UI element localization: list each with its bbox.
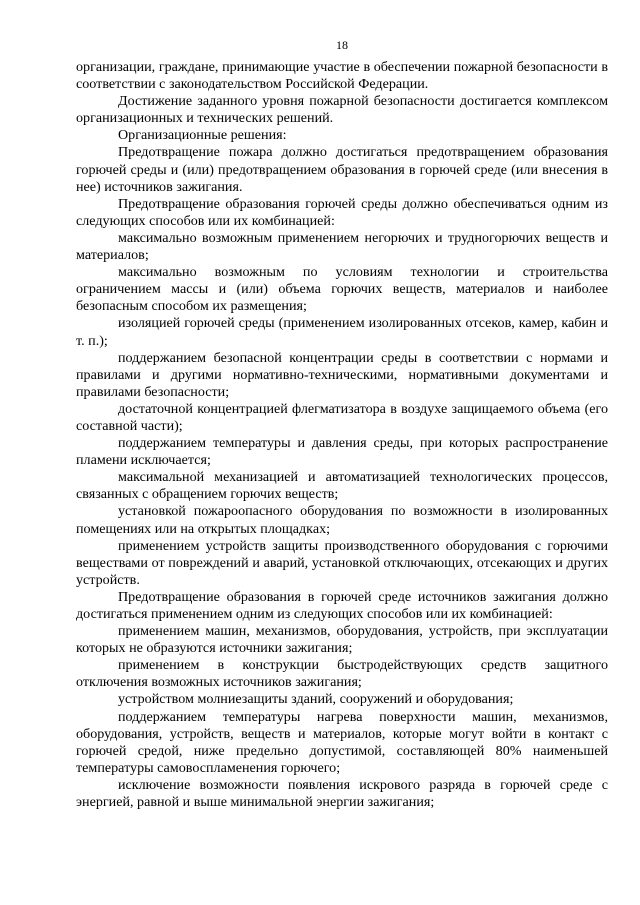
paragraph: применением в конструкции быстродействующих средств защитного отключения возможных источников зажигания;: [76, 657, 608, 691]
paragraph: поддержанием температуры нагрева поверхности машин, механизмов, оборудования, устройств, веществ и материалов, которые могут войти в контакт с горючей средой, ниже предельно допустимой, составляющей 80% наименьшей температуры самовоспламенения горючего;: [76, 708, 608, 776]
paragraph: максимально возможным применением негорючих и трудногорючих веществ и материалов;: [76, 229, 608, 264]
paragraph: поддержанием безопасной концентрации среды в соответствии с нормами и правилами и другими нормативно-техническими, нормативными документами и правилами безопасности;: [76, 349, 608, 400]
paragraph: Достижение заданного уровня пожарной безопасности достигается комплексом организационных и технических решений.: [76, 93, 608, 127]
paragraph: достаточной концентрацией флегматизатора в воздухе защищаемого объема (его составной части);: [76, 400, 608, 434]
paragraph: организации, граждане, принимающие участие в обеспечении пожарной безопасности в соответствии с законодательством Российской Федерации.: [76, 59, 608, 93]
paragraph: Предотвращение образования в горючей среде источников зажигания должно достигаться применением одним из следующих способов или их комбинацией:: [76, 588, 608, 622]
paragraph: Предотвращение образования горючей среды должно обеспечиваться одним из следующих способов или их комбинацией:: [76, 195, 608, 229]
paragraph: применением устройств защиты производственного оборудования с горючими веществами от повреждений и аварий, установкой отключающих, отсекающих и других устройств.: [76, 537, 608, 588]
paragraph: исключение возможности появления искрового разряда в горючей среде с энергией, равной и выше минимальной энергии зажигания;: [76, 776, 608, 811]
paragraph: установкой пожароопасного оборудования по возможности в изолированных помещениях или на открытых площадках;: [76, 503, 608, 537]
page-number: 18: [336, 38, 348, 52]
body-text: [76, 59, 608, 811]
paragraph: максимально возможным по условиям технологии и строительства ограничением массы и (или) объема горючих веществ, материалов и наиболее безопасным способом их размещения;: [76, 264, 608, 315]
paragraph: поддержанием температуры и давления среды, при которых распространение пламени исключается;: [76, 435, 608, 469]
paragraph: устройством молниезащиты зданий, сооружений и оборудования;: [118, 691, 514, 708]
paragraph: Организационные решения:: [118, 127, 287, 144]
paragraph: Предотвращение пожара должно достигаться предотвращением образования горючей среды и (или) предотвращением образования в горючей среде (или внесения в нее) источников зажигания.: [76, 144, 608, 195]
paragraph: максимальной механизацией и автоматизацией технологических процессов, связанных с обращением горючих веществ;: [76, 469, 608, 503]
paragraph: изоляцией горючей среды (применением изолированных отсеков, камер, кабин и т. п.);: [76, 315, 608, 349]
paragraph: применением машин, механизмов, оборудования, устройств, при эксплуатации которых не образуются источники зажигания;: [76, 623, 608, 657]
